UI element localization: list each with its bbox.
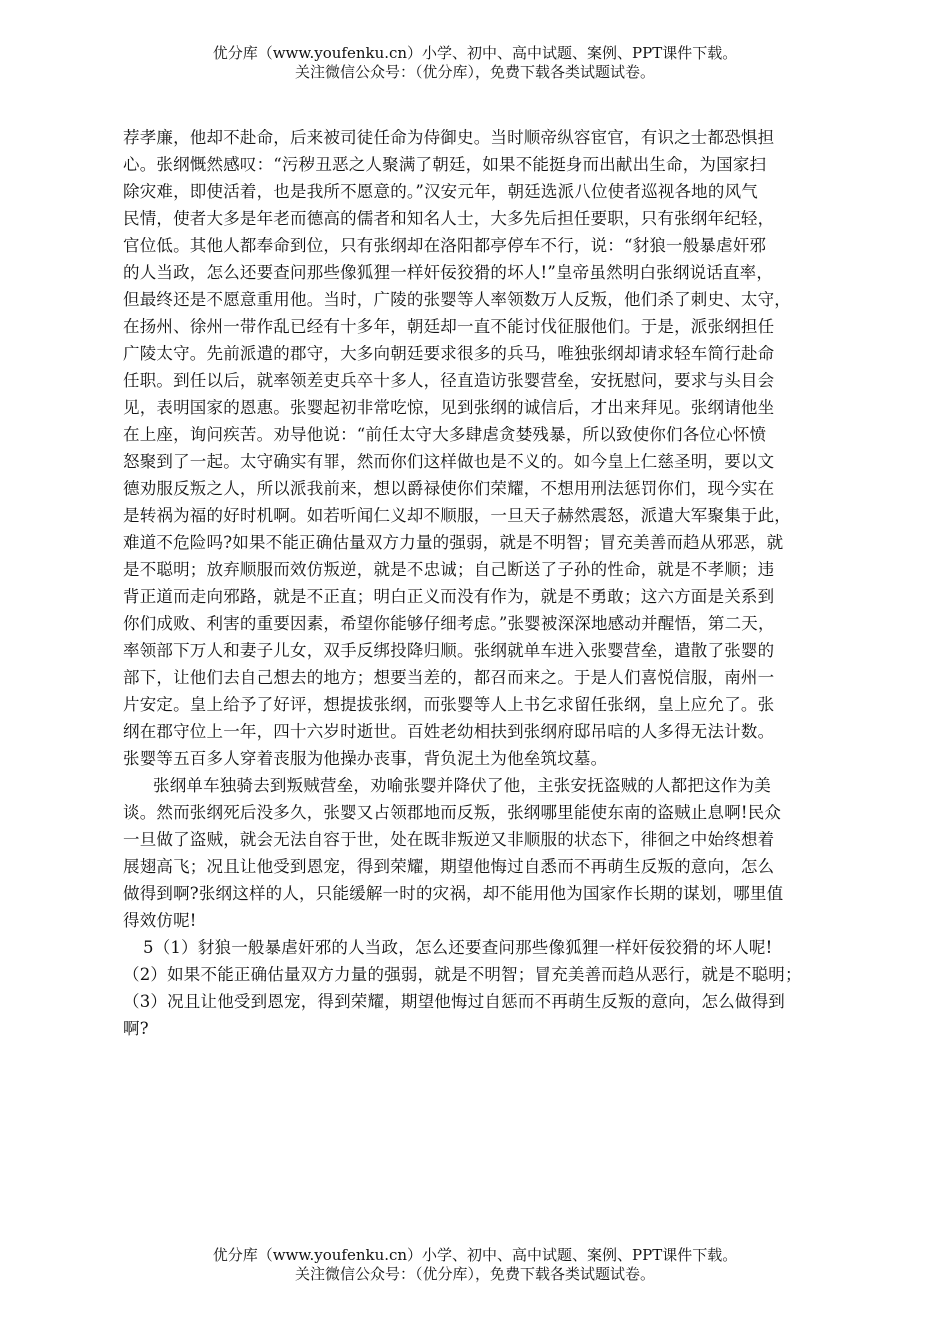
- text-line: 部下，让他们去自己想去的地方；想要当差的，都召而来之。于是人们喜悦信服，南州一: [123, 668, 775, 687]
- text-line: 率领部下万人和妻子儿女，双手反绑投降归顺。张纲就单车进入张婴营垒，遣散了张婴的: [123, 641, 775, 660]
- text-line: 广陵太守。先前派遣的郡守，大多向朝廷要求很多的兵马，唯独张纲却请求轻车简行赴命: [123, 344, 775, 363]
- footer-line-1: 优分库（www.youfenku.cn）小学、初中、高中试题、案例、PPT课件下载。: [212, 1246, 738, 1264]
- text-line: 难道不危险吗?如果不能正确估量双方力量的强弱，就是不明智；冒充美善而趋从邪恶，就: [123, 533, 784, 552]
- commentary-paragraph: [123, 772, 839, 934]
- text-line: 一旦做了盗贼，就会无法自容于世，处在既非叛逆又非顺服的状态下，徘徊之中始终想着: [123, 830, 775, 849]
- text-line: 民情，使者大多是年老而德高的儒者和知名人士，大多先后担任要职，只有张纲年纪轻，: [123, 209, 775, 228]
- footer-line-2: 关注微信公众号：（优分库），免费下载各类试题试卷。: [294, 1265, 655, 1283]
- text-line: 德劝服反叛之人，所以派我前来，想以爵禄使你们荣耀，不想用刑法惩罚你们，现今实在: [123, 479, 775, 498]
- text-line: 荐孝廉，他却不赴命，后来被司徒任命为侍御史。当时顺帝纵容宦官，有识之士都恐惧担: [123, 128, 775, 147]
- text-line: 怒聚到了一起。太守确实有罪，然而你们这样做也是不义的。如今皇上仁慈圣明，要以文: [123, 452, 775, 471]
- text-line: 除灾难，即使活着，也是我所不愿意的。”汉安元年，朝廷选派八位使者巡视各地的风气: [123, 182, 758, 201]
- text-line: 见，表明国家的恩惠。张婴起初非常吃惊，见到张纲的诚信后，才出来拜见。张纲请他坐: [123, 398, 775, 417]
- page-header: [0, 44, 950, 82]
- answer-line: （3）况且让他受到恩宠，得到荣耀，期望他悔过自惩而不再萌生反叛的意向，怎么做得到: [123, 992, 785, 1011]
- text-line: 的人当政，怎么还要查问那些像狐狸一样奸佞狡猾的坏人!”皇帝虽然明白张纲说话直率，: [123, 263, 774, 282]
- text-line: 但最终还是不愿意重用他。当时，广陵的张婴等人率领数万人反叛，他们杀了刺史、太守，: [123, 290, 791, 309]
- text-line: 你们成败、利害的重要因素，希望你能够仔细考虑。”张婴被深深地感动并醒悟，第二天，: [123, 614, 775, 633]
- document-body: [123, 124, 839, 1042]
- text-line: 是不聪明；放弃顺服而效仿叛逆，就是不忠诚；自己断送了子孙的性命，就是不孝顺；违: [123, 560, 775, 579]
- text-line: 官位低。其他人都奉命到位，只有张纲却在洛阳都亭停车不行，说：“豺狼一般暴虐奸邪: [123, 236, 767, 255]
- text-line: 张婴等五百多人穿着丧服为他操办丧事，背负泥土为他垒筑坟墓。: [123, 749, 608, 768]
- header-line-2: 关注微信公众号：（优分库），免费下载各类试题试卷。: [294, 63, 655, 81]
- text-line: 纲在郡守位上一年，四十六岁时逝世。百姓老幼相扶到张纲府邸吊唁的人多得无法计数。: [123, 722, 775, 741]
- text-line: 是转祸为福的好时机啊。如若听闻仁义却不顺服，一旦天子赫然震怒，派遣大军聚集于此，: [123, 506, 791, 525]
- answer-line: （2）如果不能正确估量双方力量的强弱，就是不明智；冒充美善而趋从恶行，就是不聪明；: [123, 965, 802, 984]
- answer-line: 啊?: [123, 1019, 149, 1038]
- text-line: 在上座，询问疾苦。劝导他说：“前任太守大多肆虐贪婪残暴，所以致使你们各位心怀愤: [123, 425, 767, 444]
- answer-section: [123, 934, 839, 1042]
- answer-line: 5（1）豺狼一般暴虐奸邪的人当政，怎么还要查问那些像狐狸一样奸佞狡猾的坏人呢!: [143, 938, 773, 957]
- text-line: 心。张纲慨然感叹：“污秽丑恶之人聚满了朝廷，如果不能挺身而出献出生命，为国家扫: [123, 155, 767, 174]
- page-footer: [0, 1246, 950, 1284]
- text-line: 展翅高飞；况且让他受到恩宠，得到荣耀，期望他悔过自悉而不再萌生反叛的意向，怎么: [123, 857, 775, 876]
- text-line: 任职。到任以后，就率领差吏兵卒十多人，径直造访张婴营垒，安抚慰问，要求与头目会: [123, 371, 775, 390]
- translation-paragraph: [123, 124, 839, 772]
- text-line: 得效仿呢!: [123, 911, 197, 930]
- text-line: 做得到啊?张纲这样的人，只能缓解一时的灾祸，却不能用他为国家作长期的谋划，哪里值: [123, 884, 784, 903]
- text-line: 谈。然而张纲死后没多久，张婴又占领郡地而反叛，张纲哪里能使东南的盗贼止息啊!民众: [123, 803, 782, 822]
- text-line: 背正道而走向邪路，就是不正直；明白正义而没有作为，就是不勇敢；这六方面是关系到: [123, 587, 775, 606]
- text-line: 在扬州、徐州一带作乱已经有十多年，朝廷却一直不能讨伐征服他们。于是，派张纲担任: [123, 317, 775, 336]
- text-line: 张纲单车独骑去到叛贼营垒，劝喻张婴并降伏了他，主张安抚盗贼的人都把这作为美: [153, 776, 771, 795]
- text-line: 片安定。皇上给予了好评，想提拔张纲，而张婴等人上书乞求留任张纲，皇上应允了。张: [123, 695, 775, 714]
- header-line-1: 优分库（www.youfenku.cn）小学、初中、高中试题、案例、PPT课件下载。: [212, 44, 738, 62]
